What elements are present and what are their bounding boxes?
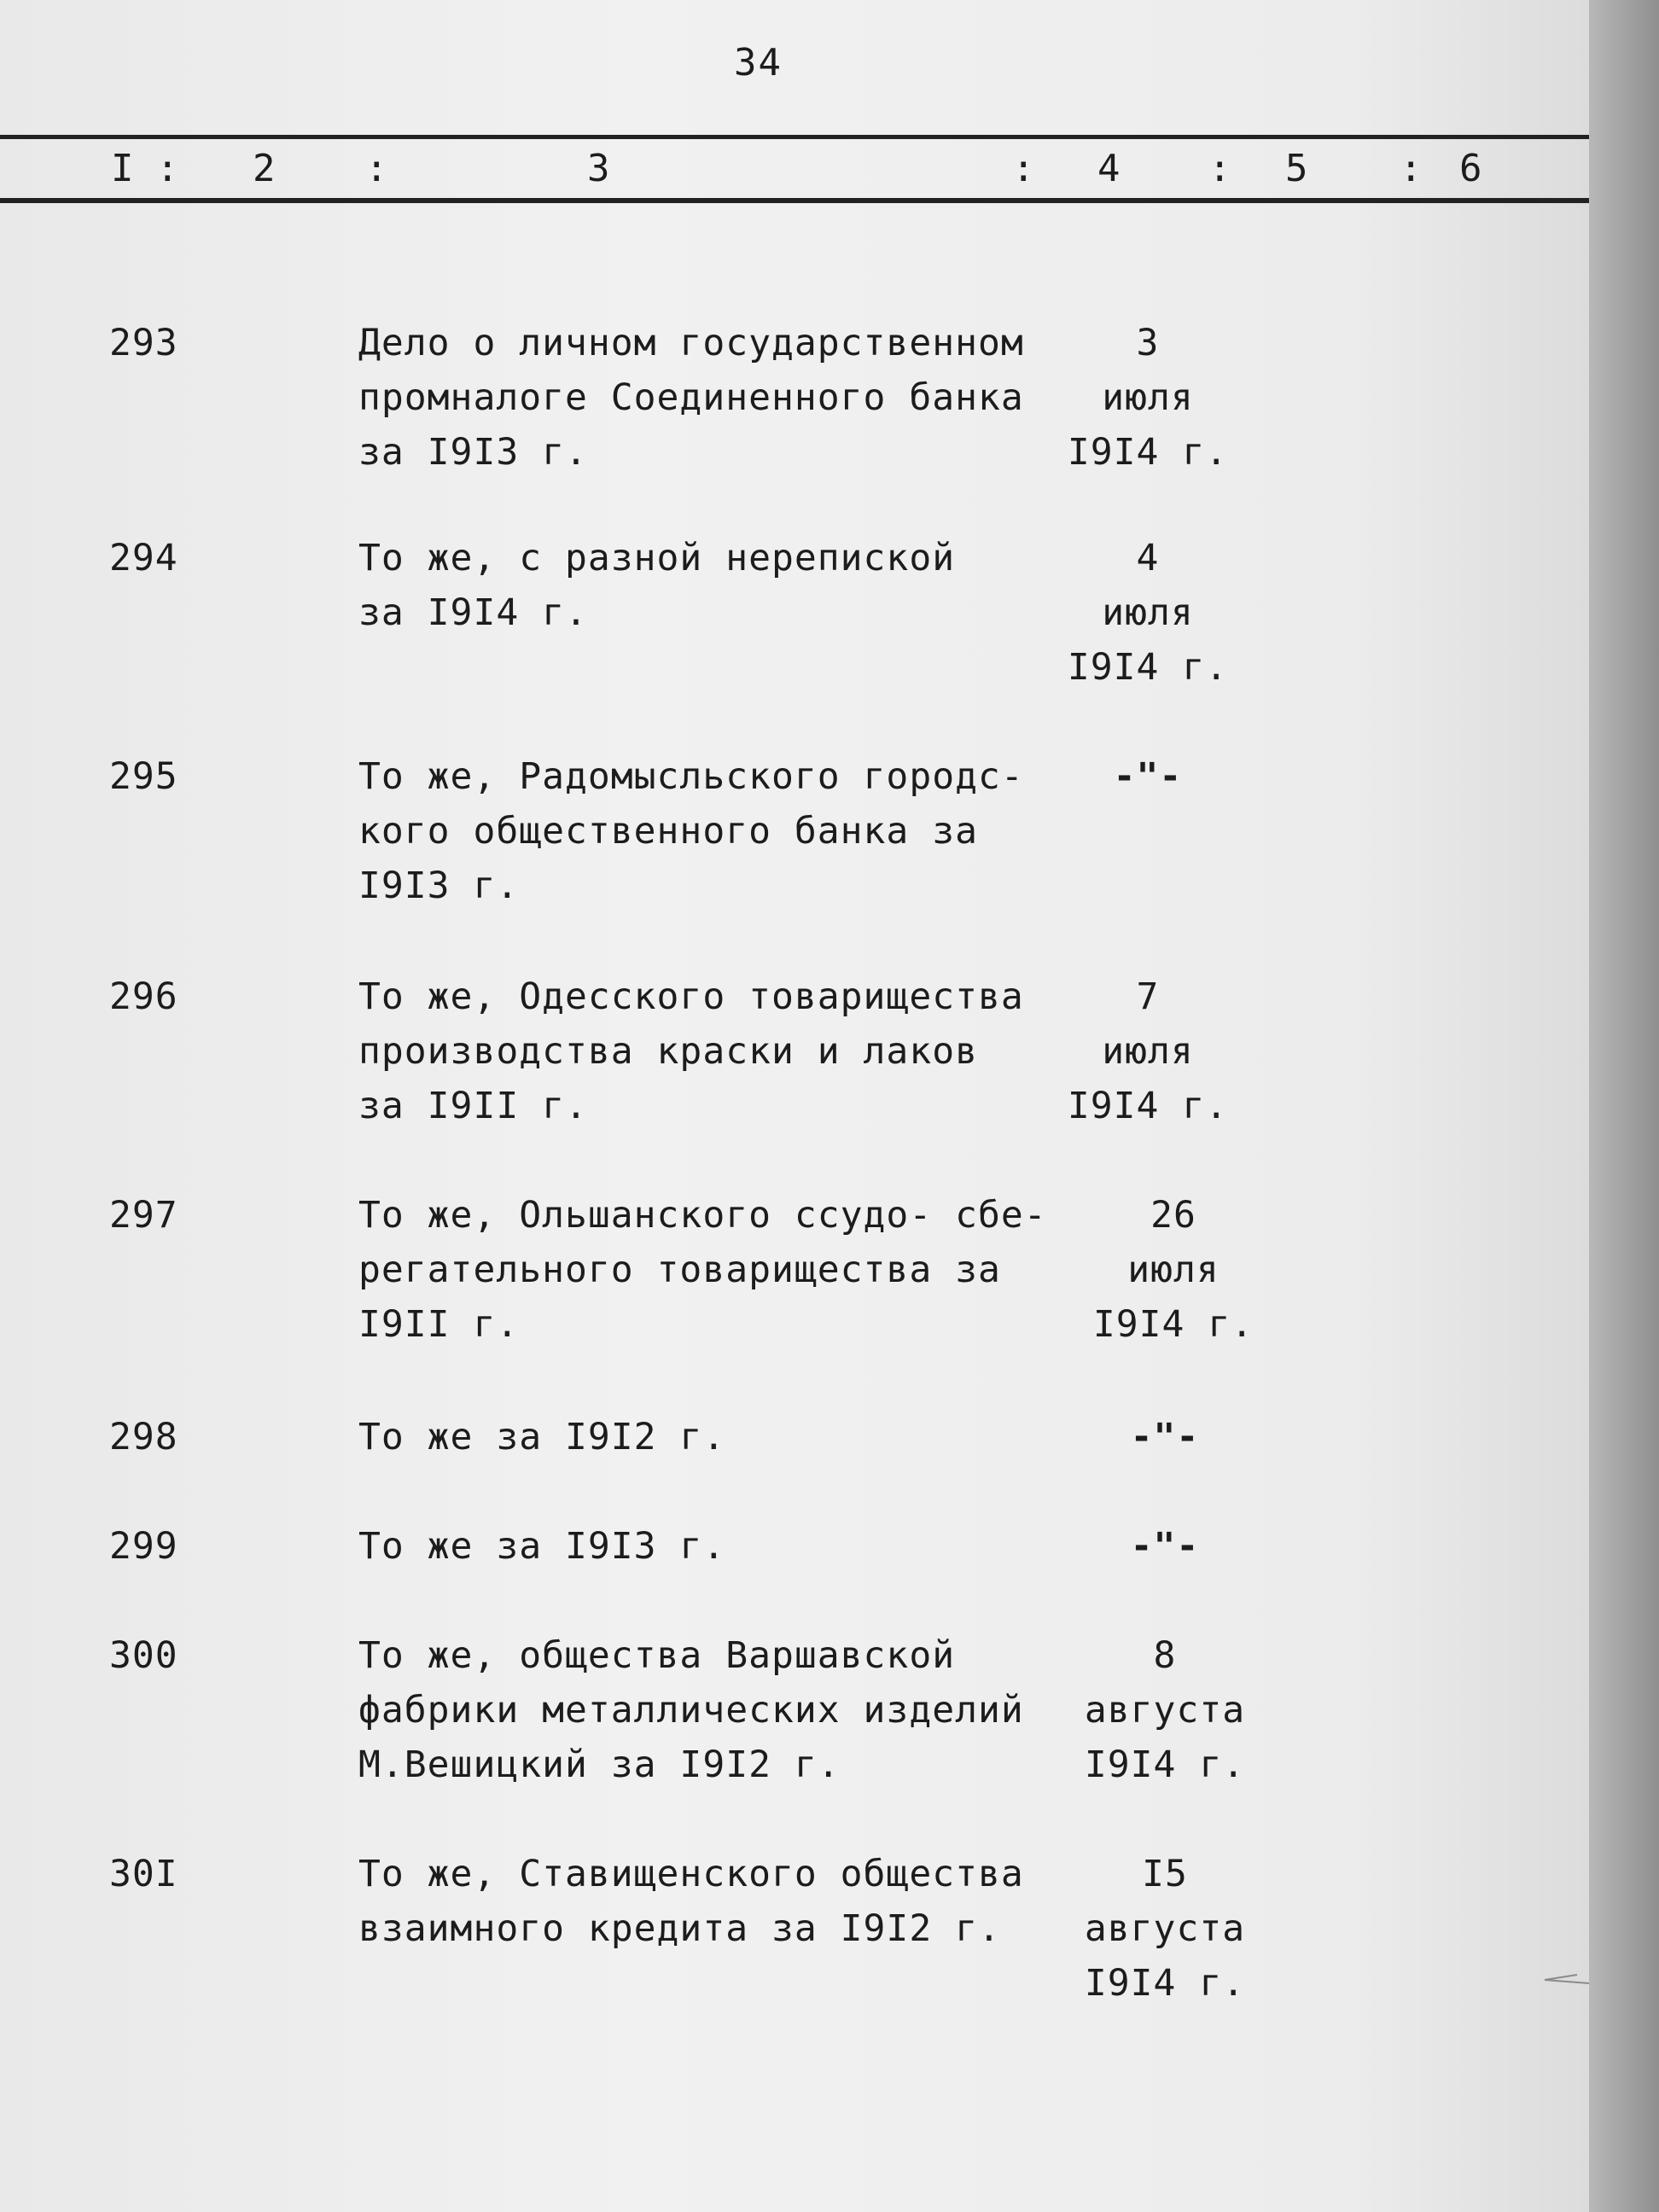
record-date [1050,531,1246,695]
page-edge-shadow [1589,0,1659,2212]
title-line: М.Вешицкий за I9I2 г. [358,1743,841,1786]
title-line: То же, Радомысльского городс- [358,755,1024,798]
record-number: 300 [109,1634,178,1677]
record-number: 30I [109,1853,178,1895]
record-title [358,531,955,640]
title-line: промналоге Соединенного банка [358,376,1024,419]
date-line: 7 [1136,975,1160,1018]
record-number: 297 [109,1194,178,1237]
title-line: кого общественного банка за [358,810,978,853]
record-title [358,316,1024,480]
title-line: То же, Ставищенского общества [358,1853,1024,1895]
title-line: Дело о личном государственном [358,322,1024,364]
record-number: 293 [109,322,178,364]
ditto-mark: -"- [1130,1525,1200,1568]
ditto-mark: -"- [1130,1416,1200,1458]
date-line: июля [1102,1030,1194,1073]
date-line: 26 [1150,1194,1196,1237]
pencil-tick-mark [1543,1971,1591,1988]
title-line: регательного товарищества за [358,1249,1001,1291]
date-line: 3 [1136,322,1160,364]
title-line: за I9II г. [358,1085,588,1127]
column-separator: : [1400,147,1423,190]
date-line: августа [1084,1689,1246,1732]
record-date [1075,1188,1272,1352]
record-title [358,1410,725,1464]
date-line: августа [1084,1907,1246,1950]
header-rule-bottom [0,198,1589,203]
column-header-6: 6 [1459,147,1482,190]
record-date [1067,1847,1263,2011]
date-line: июля [1102,591,1194,634]
date-line: 4 [1136,537,1160,579]
column-separator: : [365,147,388,190]
title-line: за I9I3 г. [358,431,588,474]
record-number: 294 [109,537,178,579]
column-header-4: 4 [1097,147,1121,190]
title-line: I9II г. [358,1303,520,1346]
title-line: То же, Ольшанского ссудо- сбе- [358,1194,1047,1237]
record-date [1050,749,1246,804]
record-date [1067,1628,1263,1792]
title-line: То же, общества Варшавской [358,1634,956,1677]
record-number: 298 [109,1416,178,1458]
date-line: 8 [1153,1634,1177,1677]
page-number: 34 [734,41,783,84]
date-line: июля [1127,1249,1220,1291]
record-date [1050,969,1246,1133]
record-title [358,1519,725,1574]
record-number: 296 [109,975,178,1018]
title-line: То же, Одесского товарищества [358,975,1024,1018]
date-line: I9I4 г. [1084,1743,1246,1786]
date-line: I9I4 г. [1092,1303,1254,1346]
column-header-1: I : [111,147,179,190]
title-line: То же, с разной нерепиской [358,537,956,579]
date-line: I5 [1142,1853,1188,1895]
record-number: 295 [109,755,178,798]
title-line: I9I3 г. [358,864,520,907]
column-separator: : [1012,147,1035,190]
column-separator: : [1208,147,1231,190]
date-line: I9I4 г. [1067,431,1229,474]
header-rule-top [0,135,1589,139]
record-title [358,1188,1047,1352]
title-line: за I9I4 г. [358,591,588,634]
ditto-mark: -"- [1113,755,1183,798]
record-date [1067,1410,1263,1464]
record-title [358,1628,1024,1792]
record-title [358,1847,1024,1956]
date-line: I9I4 г. [1067,646,1229,689]
title-line: производства краски и лаков [358,1030,978,1073]
column-header-2: 2 [253,147,276,190]
record-date [1067,1519,1263,1574]
record-date [1050,316,1246,480]
title-line: фабрики металлических изделий [358,1689,1024,1732]
title-line: То же за I9I3 г. [358,1525,726,1568]
title-line: взаимного кредита за I9I2 г. [358,1907,1001,1950]
date-line: I9I4 г. [1084,1962,1246,2005]
record-title [358,749,1024,913]
title-line: То же за I9I2 г. [358,1416,726,1458]
record-title [358,969,1024,1133]
column-header-3: 3 [587,147,610,190]
column-header-5: 5 [1285,147,1308,190]
date-line: I9I4 г. [1067,1085,1229,1127]
date-line: июля [1102,376,1194,419]
record-number: 299 [109,1525,178,1568]
